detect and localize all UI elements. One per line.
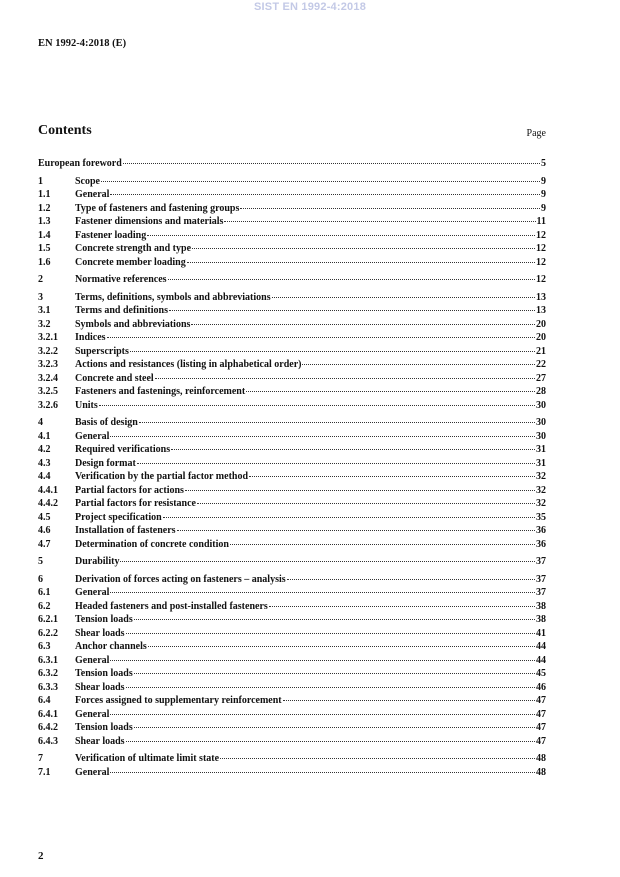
- toc-entry[interactable]: [38, 640, 546, 654]
- toc-entry-page: 37: [536, 556, 546, 567]
- toc-entry[interactable]: [38, 484, 546, 498]
- toc-entry-title: Partial factors for actions: [75, 484, 184, 496]
- toc-dot-leader: [134, 727, 535, 728]
- toc-entry-page: 37: [536, 587, 546, 598]
- toc-entry-title: Verification of ultimate limit state: [75, 753, 220, 764]
- toc-entry-number: 4: [38, 417, 43, 428]
- toc-dot-leader: [134, 619, 535, 620]
- toc-entry[interactable]: [38, 627, 546, 641]
- toc-entry-title: Forces assigned to supplementary reinforcement: [75, 695, 282, 706]
- toc-entry-page: 31: [536, 444, 546, 455]
- toc-entry[interactable]: [38, 358, 546, 372]
- toc-entry-title: Project specification: [75, 511, 162, 523]
- toc-entry-page: 11: [536, 216, 546, 227]
- toc-entry-page: 12: [536, 229, 546, 241]
- toc-entry-title: Durability: [75, 556, 120, 567]
- toc-entry-title: Scope: [75, 175, 100, 187]
- toc-dot-leader: [171, 449, 535, 450]
- toc-entry-page: 13: [536, 291, 546, 303]
- toc-entry-page: 48: [536, 753, 546, 764]
- toc-entry-number: 6.3.2: [38, 668, 58, 679]
- toc-entry[interactable]: [38, 157, 546, 171]
- toc-entry[interactable]: [38, 430, 546, 444]
- toc-entry[interactable]: [38, 443, 546, 457]
- toc-entry[interactable]: [38, 345, 546, 359]
- toc-dot-leader: [110, 772, 535, 773]
- toc-entry-title: Concrete member loading: [75, 256, 186, 268]
- toc-entry-number: 3.2.5: [38, 386, 58, 397]
- toc-entry-title: Derivation of forces acting on fasteners – analysis: [75, 573, 286, 585]
- toc-entry-title: Fastener dimensions and materials: [75, 216, 224, 227]
- toc-entry-page: 31: [536, 457, 546, 469]
- toc-dot-leader: [191, 324, 535, 325]
- toc-entry[interactable]: [38, 242, 546, 256]
- toc-entry-page: 5: [541, 158, 546, 169]
- toc-dot-leader: [249, 476, 535, 477]
- toc-entry-number: 3: [38, 291, 43, 303]
- toc-entry-number: 1: [38, 175, 43, 187]
- toc-entry-number: 4.3: [38, 457, 51, 469]
- toc-entry-title: Partial factors for resistance: [75, 498, 196, 509]
- toc-dot-leader: [134, 673, 535, 674]
- toc-entry-title: Actions and resistances (listing in alphabetical order): [75, 359, 302, 370]
- toc-dot-leader: [220, 758, 535, 759]
- toc-entry-number: 4.4.2: [38, 498, 58, 509]
- toc-entry-page: 21: [536, 345, 546, 357]
- toc-entry-title: Terms, definitions, symbols and abbreviations: [75, 291, 271, 303]
- toc-dot-leader: [147, 235, 535, 236]
- toc-entry-title: General: [75, 189, 110, 200]
- toc-dot-leader: [126, 687, 535, 688]
- table-of-contents: [38, 157, 546, 779]
- toc-dot-leader: [130, 351, 535, 352]
- toc-entry-title: General: [75, 654, 110, 666]
- toc-entry-page: 27: [536, 372, 546, 384]
- toc-entry-title: Headed fasteners and post-installed fasteners: [75, 600, 268, 612]
- toc-entry-title: Installation of fasteners: [75, 525, 176, 536]
- toc-entry[interactable]: [38, 721, 546, 735]
- toc-entry-page: 36: [536, 538, 546, 550]
- toc-entry-page: 48: [536, 766, 546, 778]
- toc-dot-leader: [139, 422, 535, 423]
- toc-entry[interactable]: [38, 256, 546, 270]
- toc-entry[interactable]: [38, 457, 546, 471]
- toc-entry-page: 38: [536, 614, 546, 625]
- toc-entry-title: Shear loads: [75, 681, 125, 693]
- toc-dot-leader: [148, 646, 535, 647]
- toc-entry[interactable]: [38, 511, 546, 525]
- toc-entry-number: 7.1: [38, 766, 51, 778]
- toc-dot-leader: [192, 248, 535, 249]
- toc-dot-leader: [120, 561, 535, 562]
- toc-entry-page: 37: [536, 573, 546, 585]
- toc-entry-number: 3.2.4: [38, 372, 58, 384]
- toc-entry-title: Tension loads: [75, 614, 133, 625]
- toc-entry-title: General: [75, 430, 110, 442]
- toc-entry-number: 2: [38, 274, 43, 285]
- toc-entry[interactable]: [38, 291, 546, 305]
- toc-entry-number: 3.2.6: [38, 399, 58, 411]
- toc-entry-number: 3.2.3: [38, 359, 58, 370]
- toc-entry[interactable]: [38, 694, 546, 708]
- toc-entry[interactable]: [38, 573, 546, 587]
- toc-entry-title: Indices: [75, 332, 106, 343]
- toc-dot-leader: [240, 208, 540, 209]
- document-id: EN 1992-4:2018 (E): [38, 38, 127, 49]
- toc-entry-number: 4.4.1: [38, 484, 58, 496]
- toc-dot-leader: [110, 592, 535, 593]
- toc-entry-number: 6.4.1: [38, 708, 58, 720]
- toc-entry[interactable]: [38, 766, 546, 780]
- toc-entry[interactable]: [38, 586, 546, 600]
- toc-dot-leader: [101, 181, 540, 182]
- toc-entry-title: Units: [75, 399, 98, 411]
- toc-dot-leader: [110, 660, 535, 661]
- page-column-label: Page: [526, 128, 546, 139]
- toc-entry[interactable]: [38, 215, 546, 229]
- toc-dot-leader: [126, 741, 535, 742]
- toc-entry-number: 6: [38, 573, 43, 585]
- toc-entry-page: 9: [541, 202, 546, 214]
- toc-entry-title: Fasteners and fastenings, reinforcement: [75, 386, 246, 397]
- toc-entry[interactable]: [38, 304, 546, 318]
- toc-entry[interactable]: [38, 470, 546, 484]
- toc-entry-page: 32: [536, 484, 546, 496]
- toc-entry-number: 1.1: [38, 189, 51, 200]
- toc-entry-number: 1.4: [38, 229, 51, 241]
- toc-entry-number: 4.4: [38, 471, 51, 482]
- toc-entry-page: 30: [536, 399, 546, 411]
- toc-entry[interactable]: [38, 497, 546, 511]
- toc-entry-number: 6.3: [38, 641, 51, 652]
- toc-dot-leader: [110, 436, 535, 437]
- toc-entry-page: 47: [536, 695, 546, 706]
- toc-entry[interactable]: [38, 399, 546, 413]
- toc-entry-number: 1.5: [38, 243, 51, 254]
- toc-entry-title: Fastener loading: [75, 229, 147, 241]
- toc-entry-number: 1.3: [38, 216, 51, 227]
- toc-dot-leader: [185, 490, 535, 491]
- toc-entry-title: Superscripts: [75, 345, 129, 357]
- toc-entry-page: 20: [536, 318, 546, 330]
- toc-entry[interactable]: [38, 654, 546, 668]
- toc-dot-leader: [224, 221, 535, 222]
- toc-entry-title: Normative references: [75, 274, 167, 285]
- toc-entry-number: 3.2.1: [38, 332, 58, 343]
- toc-entry-title: Tension loads: [75, 668, 133, 679]
- toc-entry-page: 22: [536, 359, 546, 370]
- toc-entry[interactable]: [38, 600, 546, 614]
- toc-dot-leader: [197, 503, 535, 504]
- toc-entry-title: Type of fasteners and fastening groups: [75, 202, 240, 214]
- toc-entry[interactable]: [38, 667, 546, 681]
- toc-entry-page: 41: [536, 627, 546, 639]
- watermark: SIST EN 1992-4:2018: [253, 1, 367, 13]
- toc-entry-number: 4.7: [38, 538, 51, 550]
- toc-entry-page: 46: [536, 681, 546, 693]
- toc-entry-number: 6.4.2: [38, 722, 58, 733]
- toc-dot-leader: [155, 378, 535, 379]
- toc-dot-leader: [137, 463, 535, 464]
- toc-entry[interactable]: [38, 708, 546, 722]
- toc-entry[interactable]: [38, 735, 546, 749]
- toc-entry-number: 6.1: [38, 587, 51, 598]
- toc-entry-title: Anchor channels: [75, 641, 147, 652]
- toc-entry-page: 20: [536, 332, 546, 343]
- toc-entry-page: 28: [536, 386, 546, 397]
- toc-dot-leader: [283, 700, 535, 701]
- toc-entry-number: 6.4.3: [38, 735, 58, 747]
- toc-entry[interactable]: [38, 202, 546, 216]
- toc-dot-leader: [123, 163, 540, 164]
- toc-entry-page: 32: [536, 471, 546, 482]
- toc-entry-number: 5: [38, 556, 43, 567]
- contents-title: Contents: [38, 123, 92, 138]
- toc-entry-title: Design format: [75, 457, 136, 469]
- toc-entry-title: Required verifications: [75, 444, 171, 455]
- toc-entry-number: 4.5: [38, 511, 51, 523]
- toc-entry[interactable]: [38, 229, 546, 243]
- toc-entry[interactable]: [38, 331, 546, 345]
- toc-entry-page: 44: [536, 641, 546, 652]
- toc-entry[interactable]: [38, 372, 546, 386]
- toc-dot-leader: [169, 310, 535, 311]
- toc-entry-page: 47: [536, 735, 546, 747]
- toc-entry-title: Tension loads: [75, 722, 133, 733]
- toc-entry-page: 44: [536, 654, 546, 666]
- toc-entry-number: 4.6: [38, 525, 51, 536]
- toc-dot-leader: [110, 714, 535, 715]
- toc-entry[interactable]: [38, 416, 546, 430]
- toc-entry-number: 4.2: [38, 444, 51, 455]
- toc-dot-leader: [230, 544, 535, 545]
- toc-entry-title: Symbols and abbreviations: [75, 318, 191, 330]
- toc-entry[interactable]: [38, 318, 546, 332]
- toc-entry[interactable]: [38, 555, 546, 569]
- toc-entry-page: 30: [536, 430, 546, 442]
- toc-entry-number: 1.2: [38, 202, 51, 214]
- toc-dot-leader: [99, 405, 535, 406]
- toc-entry[interactable]: [38, 273, 546, 287]
- toc-entry[interactable]: [38, 175, 546, 189]
- toc-entry-number: 3.2.2: [38, 345, 58, 357]
- toc-entry-number: 3.1: [38, 305, 51, 316]
- toc-dot-leader: [302, 364, 535, 365]
- toc-dot-leader: [107, 337, 535, 338]
- toc-entry-title: Basis of design: [75, 417, 138, 428]
- toc-dot-leader: [168, 279, 535, 280]
- toc-entry-title: Determination of concrete condition: [75, 538, 229, 550]
- toc-entry[interactable]: [38, 524, 546, 538]
- toc-entry-page: 12: [536, 274, 546, 285]
- toc-entry-number: 6.3.1: [38, 654, 58, 666]
- toc-entry-number: 6.3.3: [38, 681, 58, 693]
- toc-entry-number: 6.2.1: [38, 614, 58, 625]
- toc-dot-leader: [272, 297, 535, 298]
- toc-entry[interactable]: [38, 538, 546, 552]
- toc-entry-title: Concrete and steel: [75, 372, 154, 384]
- toc-entry-page: 9: [541, 175, 546, 187]
- toc-entry-title: General: [75, 766, 110, 778]
- toc-entry-number: 1.6: [38, 256, 51, 268]
- toc-entry[interactable]: [38, 385, 546, 399]
- page-number: 2: [38, 850, 44, 862]
- toc-entry-page: 38: [536, 600, 546, 612]
- toc-dot-leader: [163, 517, 535, 518]
- toc-entry-page: 47: [536, 708, 546, 720]
- toc-entry-number: 6.2: [38, 600, 51, 612]
- toc-entry-title: Verification by the partial factor method: [75, 471, 249, 482]
- toc-entry-page: 36: [536, 525, 546, 536]
- toc-entry-page: 9: [541, 189, 546, 200]
- toc-entry-title: European foreword: [38, 158, 122, 169]
- toc-entry[interactable]: [38, 681, 546, 695]
- toc-entry-page: 30: [536, 417, 546, 428]
- toc-dot-leader: [177, 530, 535, 531]
- toc-entry-title: Shear loads: [75, 627, 125, 639]
- toc-entry-title: Shear loads: [75, 735, 125, 747]
- toc-entry-title: Terms and definitions: [75, 305, 168, 316]
- toc-entry-page: 47: [536, 722, 546, 733]
- toc-entry[interactable]: [38, 188, 546, 202]
- toc-entry-page: 12: [536, 243, 546, 254]
- toc-entry-page: 32: [536, 498, 546, 509]
- toc-entry-number: 7: [38, 753, 43, 764]
- toc-entry-number: 4.1: [38, 430, 51, 442]
- toc-entry-page: 45: [536, 668, 546, 679]
- toc-dot-leader: [110, 194, 540, 195]
- toc-entry-title: Concrete strength and type: [75, 243, 192, 254]
- toc-dot-leader: [187, 262, 535, 263]
- toc-dot-leader: [287, 579, 535, 580]
- toc-entry-page: 12: [536, 256, 546, 268]
- toc-entry-number: 6.2.2: [38, 627, 58, 639]
- toc-entry-title: General: [75, 587, 110, 598]
- toc-dot-leader: [269, 606, 535, 607]
- toc-entry[interactable]: [38, 752, 546, 766]
- toc-entry-number: 6.4: [38, 695, 51, 706]
- toc-entry-page: 35: [536, 511, 546, 523]
- toc-entry[interactable]: [38, 613, 546, 627]
- toc-entry-title: General: [75, 708, 110, 720]
- toc-entry-page: 13: [536, 305, 546, 316]
- toc-dot-leader: [246, 391, 535, 392]
- toc-entry-number: 3.2: [38, 318, 51, 330]
- toc-dot-leader: [126, 633, 535, 634]
